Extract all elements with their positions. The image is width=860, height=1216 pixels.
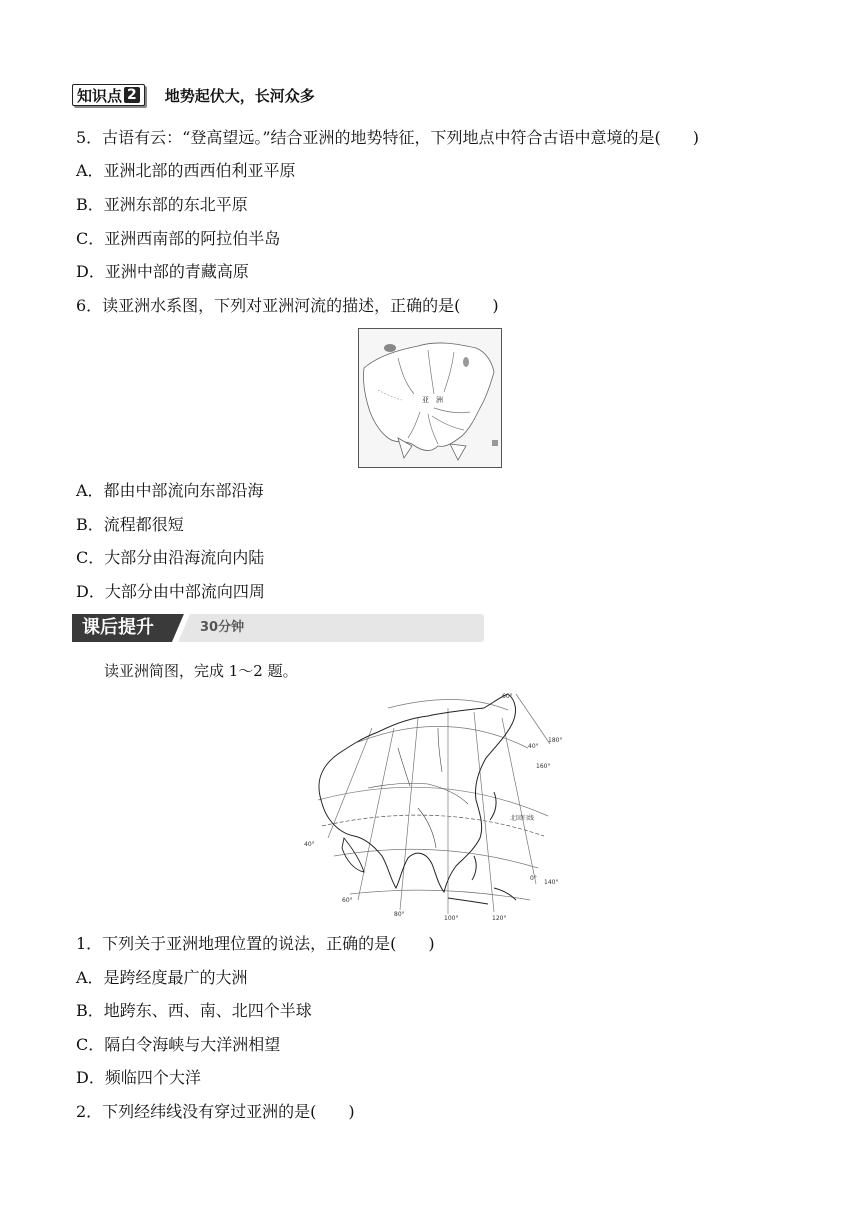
section-tag-number: 2 — [124, 87, 140, 103]
q1-option-d: D．频临四个大洋 — [76, 1068, 201, 1087]
q5-option-d: D．亚洲中部的青藏高原 — [76, 262, 249, 281]
map2-label-0: 0° — [530, 875, 537, 882]
q1-stem: 1．下列关于亚洲地理位置的说法，正确的是( ) — [76, 934, 435, 953]
q6-option-a: A．都由中部流向东部沿海 — [76, 481, 264, 500]
section-tag-label: 知识点 — [77, 86, 123, 105]
asia-outline-map — [298, 688, 570, 924]
q2-stem: 2．下列经纬线没有穿过亚洲的是( ) — [76, 1102, 355, 1121]
q1-option-b: B．地跨东、西、南、北四个半球 — [76, 1001, 312, 1020]
q6-option-d: D．大部分由中部流向四周 — [76, 582, 265, 601]
map2-label-60n: 60° — [502, 693, 513, 700]
section-title: 地势起伏大，长河众多 — [164, 86, 315, 105]
map2-label-180: 180° — [548, 737, 563, 744]
section-header — [72, 84, 315, 106]
q6-stem: 6．读亚洲水系图，下列对亚洲河流的描述，正确的是( ) — [76, 296, 499, 315]
q6-option-c: C．大部分由沿海流向内陆 — [76, 548, 265, 567]
map2-label-140: 140° — [544, 879, 559, 886]
q1-option-a: A．是跨经度最广的大洲 — [76, 968, 248, 987]
map2-label-100: 100° — [444, 915, 459, 922]
asia-river-map — [358, 328, 502, 468]
map2-label-80: 80° — [394, 911, 405, 918]
banner-title: 课后提升 — [82, 617, 154, 638]
map2-label-60e: 60° — [342, 897, 353, 904]
map2-label-tropic: 北回归线 — [510, 815, 535, 822]
section-tag — [72, 84, 145, 106]
q5-option-b: B．亚洲东部的东北平原 — [76, 195, 248, 214]
q6-option-b: B．流程都很短 — [76, 515, 184, 534]
map2-label-160: 160° — [536, 763, 551, 770]
q5-stem: 5．古语有云：“登高望远。”结合亚洲的地势特征，下列地点中符合古语中意境的是( ) — [76, 128, 700, 147]
map2-label-40n: 40° — [528, 743, 539, 750]
map2-label-40e: 40° — [304, 841, 315, 848]
map1-label: 亚 洲 — [422, 396, 443, 404]
after-class-banner — [72, 612, 484, 644]
map2-label-120: 120° — [492, 915, 507, 922]
map-intro: 读亚洲简图，完成 1～2 题。 — [104, 662, 298, 680]
q5-option-c: C．亚洲西南部的阿拉伯半岛 — [76, 229, 281, 248]
banner-time: 30分钟 — [200, 620, 245, 635]
q1-option-c: C．隔白令海峡与大洋洲相望 — [76, 1035, 281, 1054]
q5-option-a: A．亚洲北部的西西伯利亚平原 — [76, 161, 296, 180]
